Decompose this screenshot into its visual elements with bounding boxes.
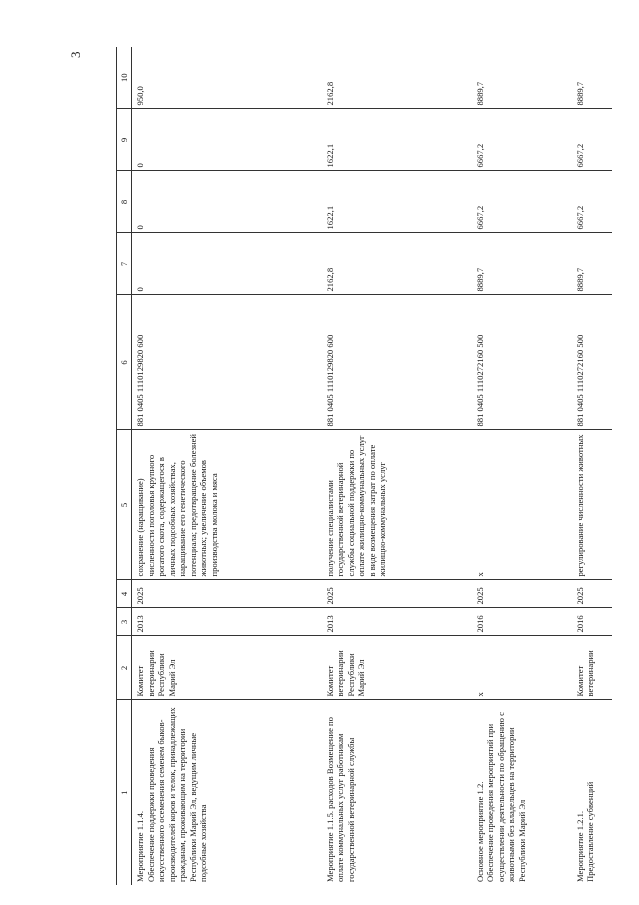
value-col-9: 6667,2 xyxy=(472,109,572,171)
end-year: 2025 xyxy=(572,580,612,608)
value-col-8: 6667,2 xyxy=(572,171,612,233)
value-col-7: 0 xyxy=(132,233,322,295)
value-col-9: 1622,1 xyxy=(322,109,472,171)
header-col-10: 10 xyxy=(117,47,132,109)
value-col-10: 8889,7 xyxy=(572,47,612,109)
rotated-table-container xyxy=(116,47,596,885)
start-year: 2013 xyxy=(132,608,322,636)
program-activities-table xyxy=(116,47,612,885)
value-col-7: 2162,8 xyxy=(322,233,472,295)
header-col-6: 6 xyxy=(117,295,132,430)
expected-result: сохранение (наращивание) численности поголовья крупного рогатого скота, содержащегося в личных подсобных хозяйствах, наращивание его генетического потенциала; предотвращение болезней животных; увеличение объемов производства молока и мяса xyxy=(132,430,322,580)
header-row xyxy=(117,47,132,885)
header-col-8: 8 xyxy=(117,171,132,233)
start-year: 2016 xyxy=(472,608,572,636)
header-col-9: 9 xyxy=(117,109,132,171)
value-col-9: 6667,2 xyxy=(572,109,612,171)
budget-code: 881 0405 1110272160 500 xyxy=(572,295,612,430)
expected-result: получение специалистами государственной ветеринарной службы социальной поддержки по оплате жилищно-коммунальных услуг в виде возмещения затрат по оплате жилищно-коммунальных услуг xyxy=(322,430,472,580)
activity-name: Мероприятие 1.2.1. Предоставление субвенций xyxy=(574,781,596,882)
value-col-8: 1622,1 xyxy=(322,171,472,233)
value-col-7: 8889,7 xyxy=(572,233,612,295)
expected-result: х xyxy=(472,430,572,580)
value-col-8: 6667,2 xyxy=(472,171,572,233)
executor: Комитет ветеринарии xyxy=(572,636,612,700)
header-col-2: 2 xyxy=(117,636,132,700)
executor: Комитет ветеринарии Республики Марий Эл xyxy=(322,636,472,700)
header-col-3: 3 xyxy=(117,608,132,636)
header-col-4: 4 xyxy=(117,580,132,608)
page-number: 3 xyxy=(68,51,83,58)
budget-code: 881 0405 1110129820 600 xyxy=(132,295,322,430)
activity-name: Мероприятие 1.1.4. Обеспечение поддержки проведения искусственного осеменения семенем быков-производителей коров и телок, принадлежащих гражданам, проживающим на территории Республики Марий Эл, ведущим личные подсобные хозяйства xyxy=(135,707,209,882)
table-row xyxy=(322,47,472,885)
budget-code: 881 0405 1110129820 600 xyxy=(322,295,472,430)
end-year: 2025 xyxy=(132,580,322,608)
end-year: 2025 xyxy=(472,580,572,608)
value-col-10: 8889,7 xyxy=(472,47,572,109)
end-year: 2025 xyxy=(322,580,472,608)
header-col-5: 5 xyxy=(117,430,132,580)
table-row xyxy=(132,47,322,885)
value-col-9: 0 xyxy=(132,109,322,171)
value-col-7: 8889,7 xyxy=(472,233,572,295)
table-row xyxy=(572,47,612,885)
header-col-7: 7 xyxy=(117,233,132,295)
value-col-8: 0 xyxy=(132,171,322,233)
executor: Комитет ветеринарии Республики Марий Эл xyxy=(132,636,322,700)
value-col-10: 950,0 xyxy=(132,47,322,109)
start-year: 2016 xyxy=(572,608,612,636)
expected-result: регулирование численности животных xyxy=(572,430,612,580)
table-row xyxy=(472,47,572,885)
budget-code: 881 0405 1110272160 500 xyxy=(472,295,572,430)
activity-name: Основное мероприятие 1.2. Обеспечение проведения мероприятий при осуществлении деятельности по обращению с животными без владельцев на территории Республики Марий Эл xyxy=(474,712,527,882)
start-year: 2013 xyxy=(322,608,472,636)
activity-name: Мероприятие 1.1.5. расходов Возмещение по оплате коммунальных услуг работникам государственной ветеринарной службы xyxy=(324,717,356,882)
header-col-1: 1 xyxy=(117,700,132,885)
executor: х xyxy=(472,636,572,700)
value-col-10: 2162,8 xyxy=(322,47,472,109)
